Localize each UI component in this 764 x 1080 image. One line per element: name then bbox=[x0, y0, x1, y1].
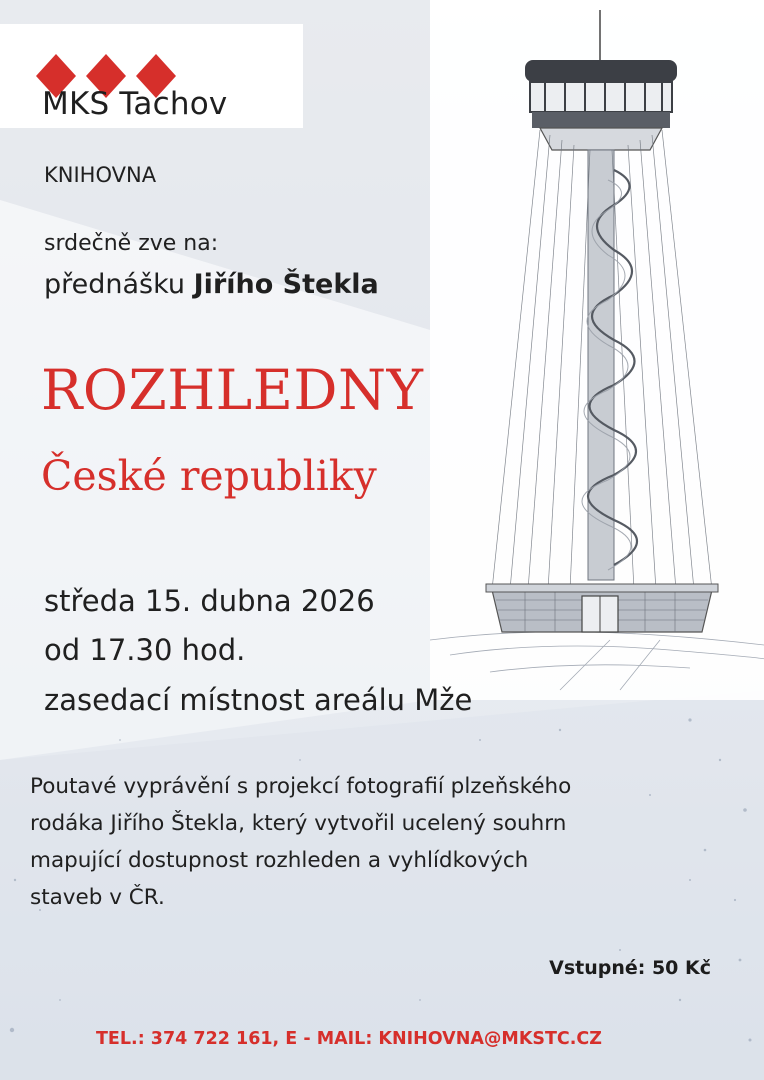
lecture-line bbox=[44, 269, 379, 300]
admission-fee: Vstupné: 50 Kč bbox=[549, 957, 711, 979]
description-line: staveb v ČR. bbox=[30, 885, 165, 910]
description bbox=[30, 768, 730, 916]
event-place: zasedací místnost areálu Mže bbox=[44, 683, 473, 717]
brand-name: MKS Tachov bbox=[42, 86, 228, 122]
lookout-tower-illustration bbox=[430, 0, 764, 700]
invite-text: srdečně zve na: bbox=[44, 231, 219, 256]
lecture-prefix: přednášku bbox=[44, 269, 186, 300]
title-main: ROZHLEDNY bbox=[41, 358, 424, 422]
contact-info: TEL.: 374 722 161, E - MAIL: KNIHOVNA@MKSTC.CZ bbox=[96, 1029, 602, 1049]
department-label: KNIHOVNA bbox=[44, 163, 157, 187]
description-line: Poutavé vyprávění s projekcí fotografií plzeňského bbox=[30, 774, 572, 799]
event-date: středa 15. dubna 2026 bbox=[44, 584, 375, 618]
title-sub: České republiky bbox=[41, 452, 377, 500]
description-line: mapující dostupnost rozhleden a vyhlídkových bbox=[30, 848, 529, 873]
logo-panel bbox=[0, 24, 303, 128]
description-line: rodáka Jiřího Štekla, který vytvořil ucelený souhrn bbox=[30, 811, 567, 836]
event-time: od 17.30 hod. bbox=[44, 633, 246, 667]
speaker-name: Jiřího Štekla bbox=[193, 269, 379, 300]
